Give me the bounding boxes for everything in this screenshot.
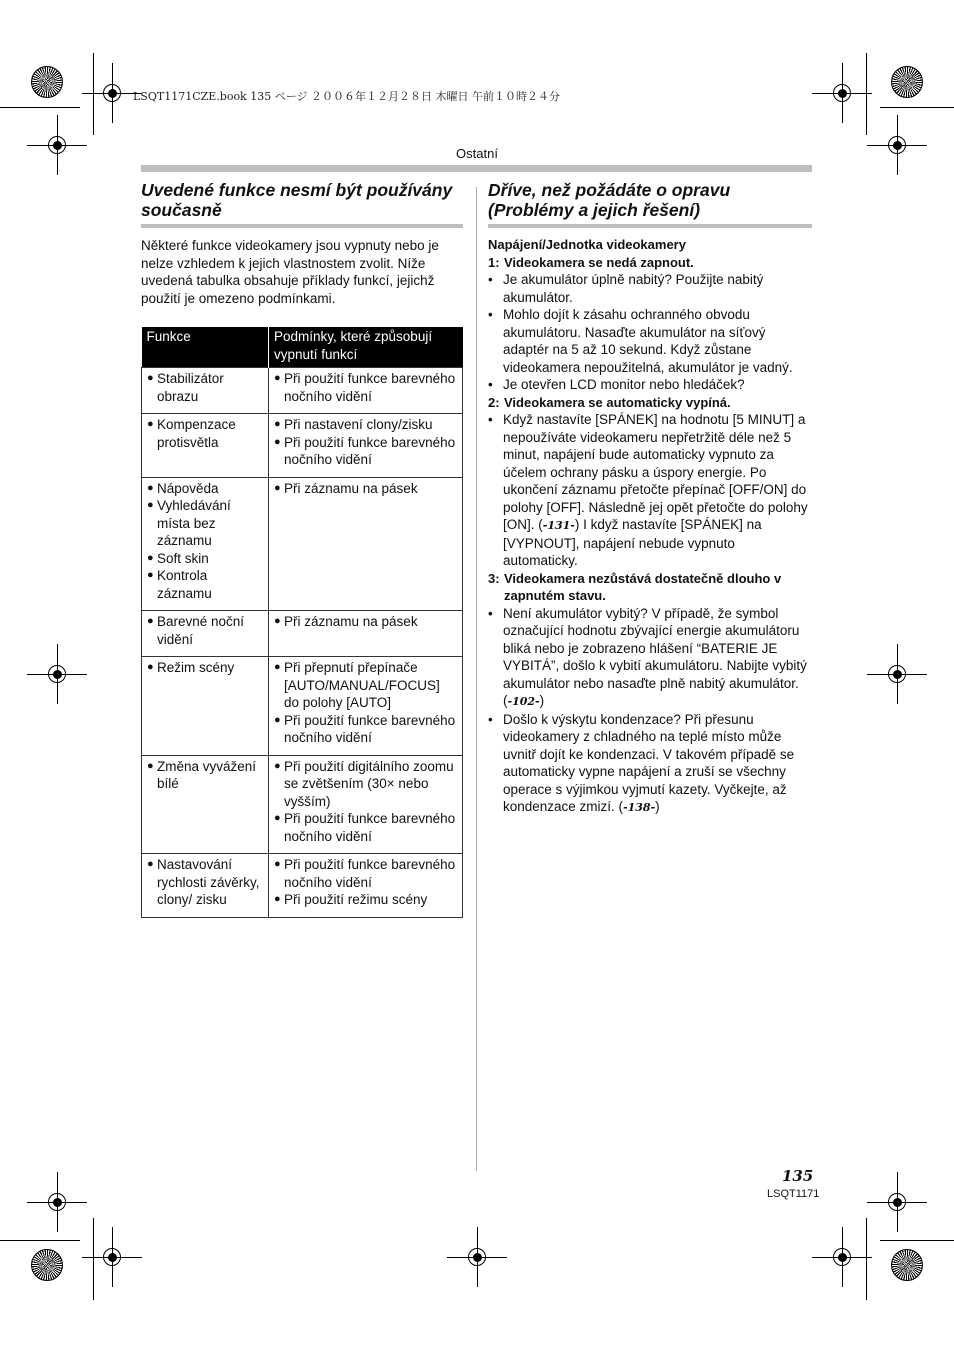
answer-text [503, 411, 812, 570]
function-item [147, 550, 263, 568]
bullet-icon: ● [147, 418, 154, 430]
bullet-icon: ● [274, 372, 281, 384]
table-header-conditions: Podmínky, které způsobují vypnutí funkcí [269, 327, 463, 368]
left-intro: Některé funkce videokamery jsou vypnuty nebo je nelze vzhledem k jejich vlastnostem zvolit. Níže uvedená tabulka obsahuje příklady funkcí, jejichž použití je omezeno podmínkami. [141, 238, 439, 306]
crop-line [0, 1240, 80, 1241]
page-number: 135 [782, 1167, 814, 1185]
bullet-icon: • [488, 412, 493, 427]
table-header-functions: Funkce [142, 327, 269, 368]
question-title-row [488, 254, 812, 272]
condition-label: Při použití digitálního zoomu se zvětšením (30× nebo vyšším) [284, 758, 454, 809]
bullet-icon: ● [147, 372, 154, 384]
condition-label: Při přepnutí přepínače [AUTO/MANUAL/FOCUS] do polohy [AUTO] [284, 660, 440, 710]
question-title: Videokamera se automaticky vypíná. [504, 394, 731, 410]
restrictions-table [141, 327, 463, 918]
condition-item [274, 810, 457, 845]
crop-line [880, 1240, 954, 1241]
function-cell [142, 368, 269, 414]
bullet-icon: • [488, 272, 493, 287]
function-item [147, 856, 263, 909]
table-row [142, 414, 463, 478]
header-rule [141, 165, 812, 172]
condition-item [274, 416, 457, 434]
bullet-icon: ● [274, 858, 281, 870]
answer-text-main: Došlo k výskytu kondenzace? Při přesunu videokamery z chladného na teplé místo může uvnitř dojít ke kondenzaci. V takovém případě se automaticky vypne napájení a zruší se všechny operace s výjimkou vyjmutí kazety. Vyčkejte, až kondenzace zmizí. ( [503, 711, 795, 814]
troubleshooting-subheading: Napájení/Jednotka videokamery [488, 237, 686, 252]
function-label: Stabilizátor obrazu [157, 371, 224, 404]
registration-sunburst-bottom-right [891, 1249, 923, 1281]
page-reference: -138- [623, 801, 656, 814]
bullet-icon: ● [274, 435, 281, 448]
function-item [147, 613, 263, 648]
question-title: Videokamera nezůstává dostatečně dlouho v zapnutém stavu. [504, 570, 782, 603]
function-cell [142, 611, 269, 657]
right-heading-rule [488, 224, 812, 228]
model-code: LSQT1171 [767, 1188, 820, 1200]
bullet-icon: ● [147, 661, 154, 673]
left-heading: Uvedené funkce nesmí být používány současně [141, 180, 453, 220]
question-title-row [488, 394, 812, 412]
question-title: Videokamera se nedá zapnout. [504, 254, 694, 270]
function-cell [142, 854, 269, 918]
table-row [142, 755, 463, 854]
function-label: Barevné noční vidění [157, 614, 245, 647]
condition-item [274, 613, 457, 631]
function-item [147, 480, 263, 498]
print-header: LSQT1171CZE.book 135 ページ ２００６年１２月２８日 木曜日 午前１０時２４分 [133, 90, 560, 103]
crop-line [0, 107, 80, 108]
bullet-icon: ● [274, 615, 281, 627]
bullet-icon: ● [147, 615, 154, 627]
condition-label: Při použití funkce barevného nočního vidění [284, 712, 456, 745]
answer-text-main: Je akumulátor úplně nabitý? Použijte nabitý akumulátor. [503, 272, 764, 305]
condition-label: Při použití funkce barevného nočního vidění [284, 434, 456, 467]
left-heading-rule [141, 224, 463, 228]
question-title-row [488, 570, 812, 605]
bullet-icon: ● [274, 893, 281, 905]
bullet-icon: • [488, 605, 493, 621]
bullet-icon: ● [274, 713, 281, 726]
bullet-icon: ● [274, 812, 281, 824]
condition-label: Při použití funkce barevného nočního vidění [284, 371, 456, 404]
registration-target-left-middle [57, 674, 58, 675]
condition-item [274, 712, 457, 747]
answer-text [503, 271, 812, 306]
function-label: Vyhledávání místa bez záznamu [157, 498, 231, 548]
table-row [142, 477, 463, 611]
condition-cell [269, 477, 463, 611]
condition-label: Při použití funkce barevného nočního vidění [284, 857, 456, 890]
condition-cell [269, 755, 463, 854]
answer-item [488, 711, 812, 817]
page-reference: -102- [507, 695, 540, 708]
function-item [147, 497, 263, 550]
bullet-icon: ● [274, 418, 281, 430]
condition-item [274, 434, 457, 469]
bullet-icon: ● [274, 661, 281, 673]
function-cell [142, 477, 269, 611]
condition-cell [269, 368, 463, 414]
answer-text-main: Když nastavíte [SPÁNEK] na hodnotu [5 MINUT] a nepoužíváte videokameru nepřetržitě déle než 5 minut, napájení bude automaticky vypnuto za účelem ochrany pásku a úspory energie. Po ukončení záznamu přetočte přepínač [OFF/ON] do polohy [OFF]. Následně jej opět přetočte do polohy [ON]. ( [503, 412, 808, 532]
condition-label: Při záznamu na pásek [284, 480, 418, 496]
question-number: 3: [488, 570, 500, 586]
table-row [142, 657, 463, 756]
table-body [142, 368, 463, 918]
bullet-icon: • [488, 377, 493, 392]
condition-item [274, 370, 457, 405]
condition-item [274, 659, 457, 712]
condition-item [274, 856, 457, 891]
answer-text [503, 711, 812, 817]
condition-item [274, 758, 457, 811]
answer-item [488, 376, 812, 394]
function-label: Kontrola záznamu [157, 568, 212, 601]
condition-cell [269, 611, 463, 657]
condition-cell [269, 854, 463, 918]
answer-item [488, 306, 812, 376]
table-row [142, 611, 463, 657]
table-row [142, 854, 463, 918]
answer-text-end: ) I když nastavíte [SPÁNEK] na [VYPNOUT], napájení nebude vypnuto automaticky. [503, 517, 762, 568]
answer-text-main: Není akumulátor vybitý? V případě, že symbol označující hodnotu zbývající energie akumulátoru bliká nebo je zobrazeno hlášení “BATERIE JE VYBITÁ”, došlo k vybití akumulátoru. Nabijte vybitý akumulátor nebo nasaďte plně nabitý akumulátor. ( [503, 605, 807, 708]
function-label: Nastavování rychlosti závěrky, clony/ zisku [157, 857, 260, 907]
registration-target-bottom-left [112, 1257, 113, 1258]
crop-line [93, 1218, 94, 1300]
function-label: Kompenzace protisvětla [157, 417, 236, 450]
registration-sunburst-bottom-left [31, 1249, 63, 1281]
registration-target-bottom-right [842, 1257, 843, 1258]
bullet-icon: • [488, 307, 493, 322]
bullet-icon: • [488, 711, 493, 727]
function-cell [142, 755, 269, 854]
left-column [141, 180, 463, 918]
bullet-icon: ● [147, 481, 154, 494]
crop-line [866, 1218, 867, 1300]
registration-sunburst-top-left [31, 66, 63, 98]
condition-label: Při záznamu na pásek [284, 614, 418, 629]
column-divider [476, 187, 477, 1171]
crop-line [93, 53, 94, 135]
function-item [147, 567, 263, 602]
answer-text-main: Mohlo dojít k zásahu ochranného obvodu akumulátoru. Nasaďte akumulátor na síťový adaptér na 5 až 10 sekund. Když zůstane videokamera nepoužitelná, akumulátor je vadný. [503, 307, 793, 375]
question-number: 2: [488, 394, 500, 410]
condition-label: Při nastavení clony/zisku [284, 417, 433, 432]
registration-target-right-lower [897, 1202, 898, 1203]
answer-item [488, 271, 812, 306]
condition-item [274, 891, 457, 909]
function-item [147, 758, 263, 793]
condition-cell [269, 414, 463, 478]
crop-line [866, 53, 867, 135]
bullet-icon: ● [274, 759, 281, 772]
troubleshooting-list [488, 254, 812, 817]
condition-label: Při použití režimu scény [284, 892, 428, 907]
bullet-icon: ● [274, 481, 281, 494]
question-number: 1: [488, 254, 500, 270]
answer-item [488, 411, 812, 570]
table-header-row [142, 327, 463, 368]
right-heading: Dříve, než požádáte o opravu (Problémy a jejich řešení) [488, 180, 731, 220]
function-item [147, 416, 263, 451]
bullet-icon: ● [147, 551, 154, 564]
answer-text-main: Je otevřen LCD monitor nebo hledáček? [503, 377, 745, 392]
registration-target-bottom-center [477, 1257, 478, 1258]
answer-text-end: ) [655, 799, 660, 814]
function-cell [142, 414, 269, 478]
bullet-icon: ● [147, 569, 154, 581]
function-item [147, 370, 263, 405]
registration-sunburst-top-right [891, 66, 923, 98]
table-row [142, 368, 463, 414]
registration-target-top-left [112, 93, 113, 94]
condition-cell [269, 657, 463, 756]
function-label: Změna vyvážení bílé [157, 758, 257, 791]
crop-line [880, 107, 954, 108]
function-cell [142, 657, 269, 756]
registration-target-top-right [842, 93, 843, 94]
answer-item [488, 605, 812, 711]
answer-text [503, 605, 812, 711]
condition-label: Při použití funkce barevného nočního vidění [284, 811, 456, 844]
function-label: Soft skin [157, 550, 209, 566]
registration-target-left-lower [57, 1202, 58, 1203]
right-column [488, 180, 812, 817]
bullet-icon: ● [147, 759, 154, 772]
page-reference: -131- [542, 519, 575, 532]
bullet-icon: ● [147, 499, 154, 511]
answer-text [503, 306, 812, 376]
bullet-icon: ● [147, 858, 154, 870]
function-label: Nápověda [157, 480, 219, 496]
answer-text-end: ) [539, 693, 545, 708]
function-label: Režim scény [157, 660, 235, 675]
condition-item [274, 480, 457, 498]
registration-target-right-middle [897, 674, 898, 675]
function-item [147, 659, 263, 677]
section-name: Ostatní [456, 146, 498, 161]
answer-text [503, 376, 745, 394]
